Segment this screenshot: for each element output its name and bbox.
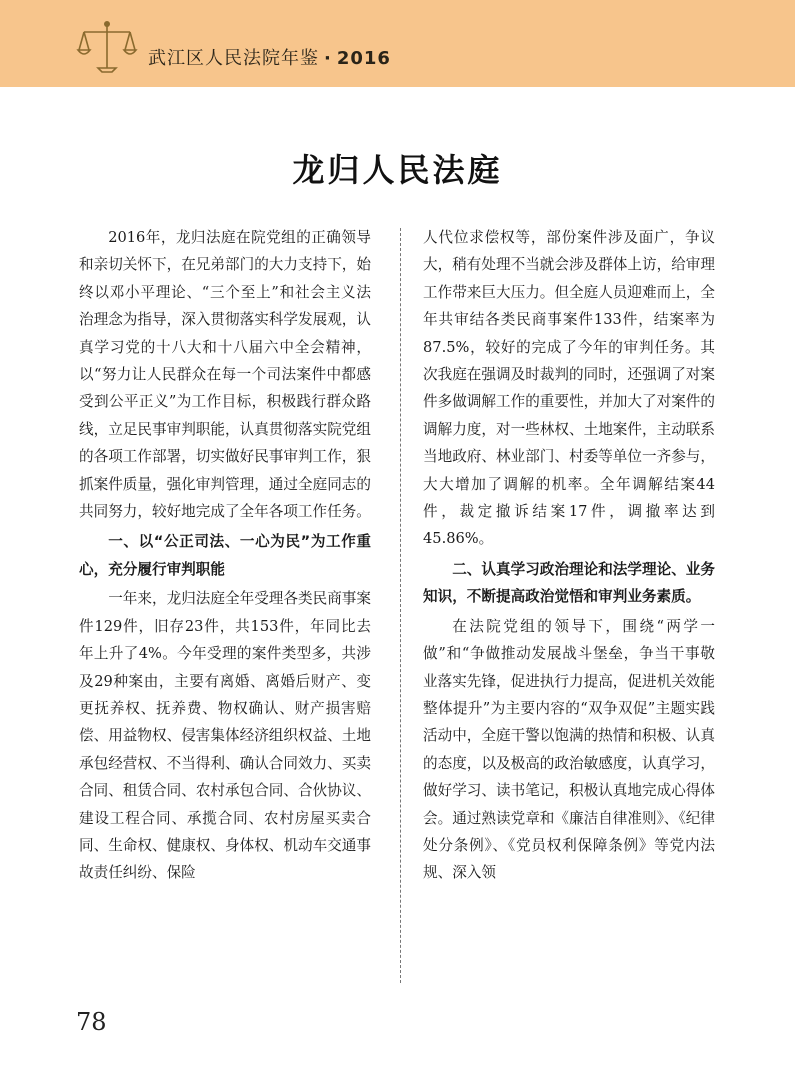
intro-paragraph: 2016年，龙归法庭在院党组的正确领导和亲切关怀下，在兄弟部门的大力支持下，始终以邓小平理论、“三个至上”和社会主义法治理念为指导，深入贯彻落实科学发展观，认真学习党的十八大和十八届六中全会精神，以“努力让人民群众在每一个司法案件中都感受到公平正义”为工作目标，积极践行群众路线，立足民事审判职能，认真贯彻落实院党组的各项工作部署，切实做好民事审判工作，狠抓案件质量，强化审判管理，通过全庭同志的共同努力，较好地完成了全年各项工作任务。 xyxy=(79,229,371,521)
page-header-band xyxy=(0,0,795,87)
section-heading-1: 一、以“公正司法、一心为民”为工作重心，充分履行审判职能 xyxy=(79,533,371,578)
yearbook-title xyxy=(148,44,391,70)
section-heading-2: 二、认真学习政治理论和法学理论、业务知识，不断提高政治觉悟和审判业务素质。 xyxy=(423,560,715,606)
right-column xyxy=(423,224,715,887)
page-number: 78 xyxy=(76,1008,107,1036)
column-divider xyxy=(400,228,401,983)
left-column xyxy=(79,224,371,887)
yearbook-name: 武江区人民法院年鉴 xyxy=(148,48,319,69)
section-1-paragraph-continued: 人代位求偿权等，部份案件涉及面广，争议大，稍有处理不当就会涉及群体上访，给审理工作带来巨大压力。但全庭人员迎难而上，全年共审结各类民商事案件133件，结案率为87.5%，较好的完成了今年的审判任务。其次我庭在强调及时裁判的同时，还强调了对案件多做调解工作的重要性，并加大了对案件的调解力度，对一些林权、土地案件，主动联系当地政府、林业部门、村委等单位一齐参与，大大增加了调解的机率。全年调解结案44件，裁定撤诉结案17件，调撤率达到45.86%。 xyxy=(423,229,715,548)
article-title: 龙归人民法庭 xyxy=(292,151,503,189)
section-1-paragraph: 一年来，龙归法庭全年受理各类民商事案件129件，旧存23件，共153件，年同比去年上升了4%。今年受理的案件类型多，共涉及29种案由，主要有离婚、离婚后财产、变更抚养权、抚养费、物权确认、财产损害赔偿、用益物权、侵害集体经济组织权益、土地承包经营权、不当得利、确认合同效力、买卖合同、租赁合同、农村承包合同、合伙协议、建设工程合同、承揽合同、农村房屋买卖合同、生命权、健康权、身体权、机动车交通事故责任纠纷、保险 xyxy=(79,590,371,882)
section-2-paragraph: 在法院党组的领导下，围绕“两学一做”和“争做推动发展战斗堡垒，争当干事敬业落实先锋，促进执行力提高，促进机关效能整体提升”为主要内容的“双争双促”主题实践活动中，全庭干警以饱满的热情和积极、认真的态度，以及极高的政治敏感度，认真学习，做好学习、读书笔记，积极认真地完成心得体会。通过熟读党章和《廉洁自律准则》、《纪律处分条例》、《党员权利保障条例》等党内法规、深入领 xyxy=(423,617,715,882)
yearbook-year: 2016 xyxy=(336,48,391,69)
scales-of-justice-icon xyxy=(76,18,138,76)
title-separator: · xyxy=(324,48,332,69)
